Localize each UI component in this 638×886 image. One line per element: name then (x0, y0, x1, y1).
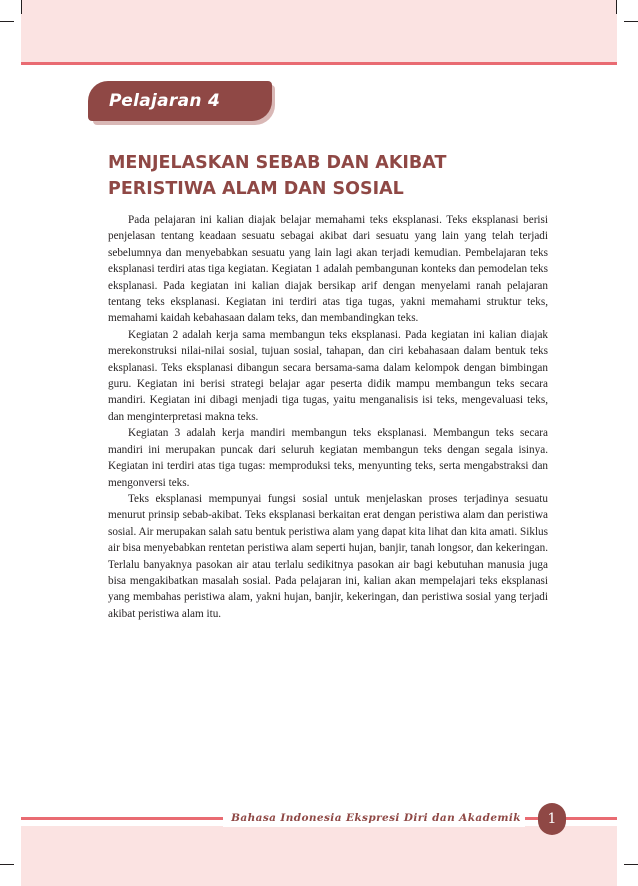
lesson-label: Pelajaran 4 (109, 91, 221, 111)
body-text (108, 212, 548, 622)
header-band (21, 0, 617, 62)
crop-mark (616, 0, 617, 14)
chapter-title (108, 150, 568, 202)
crop-mark (21, 0, 22, 14)
paragraph: Teks eksplanasi mempunyai fungsi sosial untuk menjelaskan proses terjadinya sesuatu menurut prinsip sebab-akibat. Teks eksplanasi berkaitan erat dengan peristiwa alam dan peristiwa sosial. Air merupakan salah satu bentuk peristiwa alam yang dapat kita lihat dan kita amati. Siklus air bisa menyebabkan rentetan peristiwa alam seperti hujan, banjir, tanah longsor, dan kekeringan. Terlalu banyaknya pasokan air atau terlalu sedikitnya pasokan air bagi kebutuhan manusia juga bisa mengakibatkan masalah sosial. Pada pelajaran ini, kalian akan mempelajari teks eksplanasi yang membahas peristiwa alam, yakni hujan, banjir, kekeringan, dan peristiwa sosial yang terjadi akibat peristiwa alam itu. (108, 492, 548, 620)
paragraph: Kegiatan 2 adalah kerja sama membangun teks eksplanasi. Pada kegiatan ini kalian diajak merekonstruksi nilai-nilai sosial, tujuan sosial, tahapan, dan ciri kebahasaan dalam bentuk teks eksplanasi. Teks eksplanasi dibangun secara bersama-sama dalam kelompok dengan bimbingan guru. Kegiatan ini berisi strategi belajar agar peserta didik mampu membangun teks secara mandiri. Kegiatan ini dibagi menjadi tiga tugas, yaitu menganalisis isi teks, mengevaluasi teks, dan menginterpretasi makna teks. (108, 328, 548, 423)
footer-book-title: Bahasa Indonesia Ekspresi Diri dan Akademik (223, 809, 525, 827)
header-rule (21, 62, 617, 65)
crop-mark (624, 21, 638, 22)
chapter-title-line1: MENJELASKAN SEBAB DAN AKIBAT (108, 153, 447, 173)
page-number: 1 (538, 803, 566, 835)
chapter-title-line2: PERISTIWA ALAM DAN SOSIAL (108, 179, 404, 199)
lesson-badge (88, 81, 272, 121)
paragraph: Pada pelajaran ini kalian diajak belajar memahami teks eksplanasi. Teks eksplanasi berisi penjelasan tentang keadaan sesuatu sebagai akibat dari sesuatu yang lain yang telah terjadi sebelumnya dan menyebabkan sesuatu yang lain lagi akan terjadi kemudian. Pembelajaran teks eksplanasi terdiri atas tiga kegiatan. Kegiatan 1 adalah pembangunan konteks dan pemodelan teks eksplanasi. Pada kegiatan ini kalian diajak bersikap arif dengan menyelami ranah pelajaran tentang teks eksplanasi. Kegiatan ini terdiri atas tiga tugas, yakni memahami struktur teks, memahami kaidah kebahasaan dalam teks, dan membandingkan teks. (108, 214, 548, 325)
crop-mark (0, 21, 14, 22)
footer-band (21, 826, 617, 886)
paragraph: Kegiatan 3 adalah kerja mandiri membangun teks eksplanasi. Membangun teks secara mandiri ini merupakan puncak dari seluruh kegiatan membangun teks dengan segala isinya. Kegiatan ini terdiri atas tiga tugas: memproduksi teks, menyunting teks, serta mengabstraksi dan mengonversi teks. (108, 427, 548, 489)
crop-mark (0, 864, 14, 865)
crop-mark (624, 864, 638, 865)
